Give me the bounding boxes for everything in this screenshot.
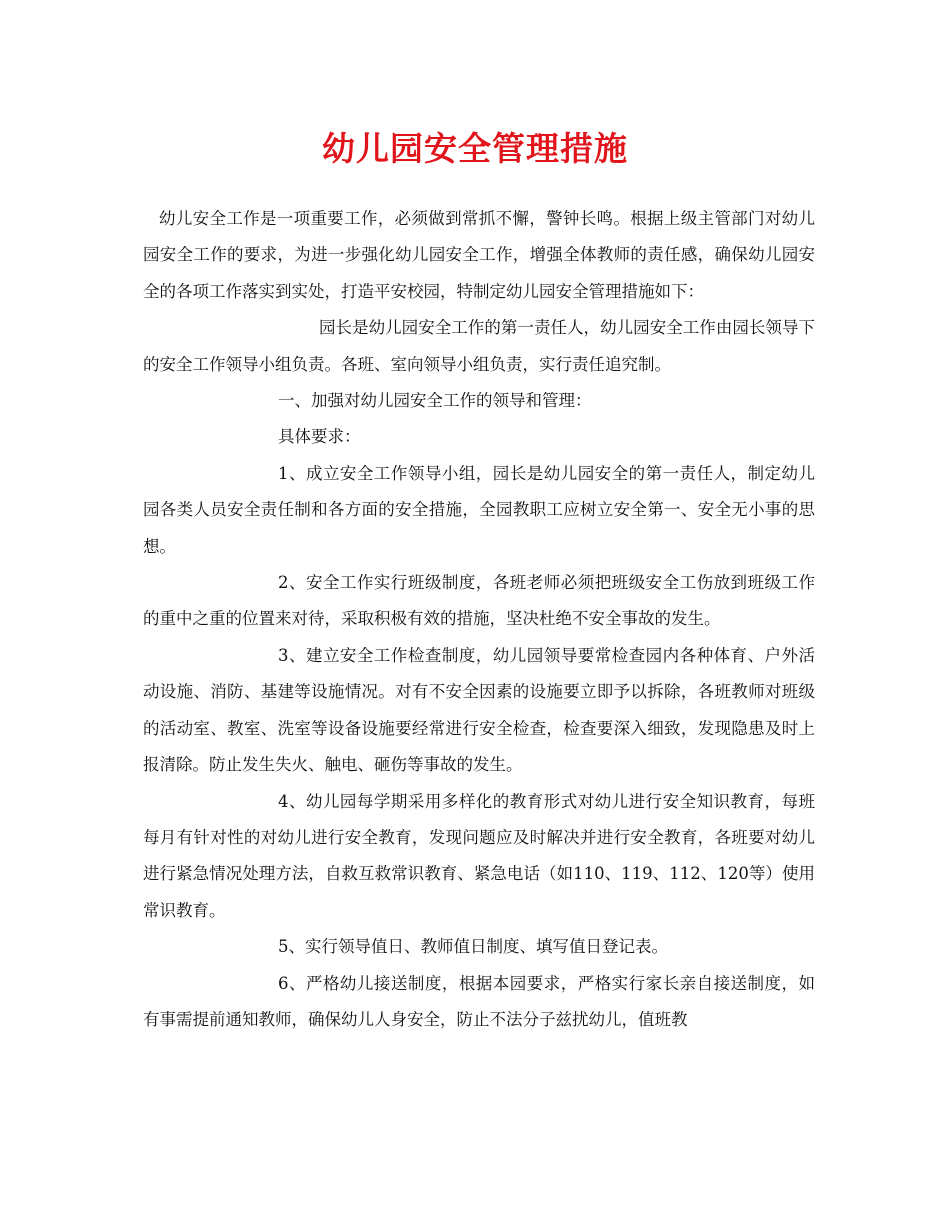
section-heading: 一、加强对幼儿园安全工作的领导和管理：	[278, 391, 592, 411]
requirement-item-2: 2、安全工作实行班级制度，各班老师必须把班级安全工伤放到班级工作的重中之重的位置来对待，采取积极有效的措施，坚决杜绝不安全事故的发生。	[143, 573, 815, 629]
responsibility-paragraph: 园长是幼儿园安全工作的第一责任人，幼儿园安全工作由园长领导下的安全工作领导小组负责。各班、室向领导小组负责，实行责任追究制。	[143, 318, 815, 374]
requirement-item-3: 3、建立安全工作检查制度，幼儿园领导要常检查园内各种体育、户外活动设施、消防、基建等设施情况。对有不安全因素的设施要立即予以拆除，各班教师对班级的活动室、教室、洗室等设备设施要经常进行安全检查，检查要深入细致，发现隐患及时上报清除。防止发生失火、触电、砸伤等事故的发生。	[143, 645, 815, 775]
requirements-label: 具体要求：	[278, 427, 361, 447]
intro-paragraph: 幼儿安全工作是一项重要工作，必须做到常抓不懈，警钟长鸣。根据上级主管部门对幼儿园安全工作的要求，为进一步强化幼儿园安全工作，增强全体教师的责任感，确保幼儿园安全的各项工作落实到实处，打造平安校园，特制定幼儿园安全管理措施如下：	[143, 209, 815, 301]
requirement-item-6: 6、严格幼儿接送制度，根据本园要求，严格实行家长亲自接送制度，如有事需提前通知教师，确保幼儿人身安全，防止不法分子兹扰幼儿，值班教	[143, 973, 815, 1029]
requirement-item-5: 5、实行领导值日、教师值日制度、填写值日登记表。	[278, 937, 668, 957]
requirement-item-1: 1、成立安全工作领导小组，园长是幼儿园安全的第一责任人，制定幼儿园各类人员安全责任制和各方面的安全措施，全园教职工应树立安全第一、安全无小事的思想。	[143, 463, 815, 556]
requirement-item-4: 4、幼儿园每学期采用多样化的教育形式对幼儿进行安全知识教育，每班每月有针对性的对幼儿进行安全教育，发现问题应及时解决并进行安全教育，各班要对幼儿进行紧急情况处理方法，自救互救常识教育、紧急电话（如110、119、112、120等）使用常识教育。	[143, 791, 815, 920]
document-body	[143, 201, 815, 1038]
document-title: 幼儿园安全管理措施	[322, 129, 628, 168]
